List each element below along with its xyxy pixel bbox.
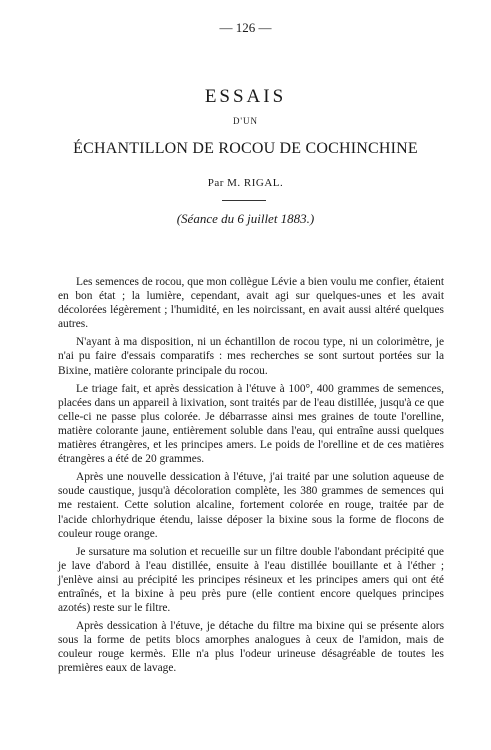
paragraph: Les semences de rocou, que mon collègue Lévie a bien voulu me confier, étaient en bon état ; la lumière, cependant, avait agi sur quelques-unes et les avait décolorées légèrement ; l'humidité, en les noircissant, en avait aussi altéré quelques autres. [58, 276, 444, 331]
author-line: Par M. RIGAL. [207, 177, 284, 189]
article-title: ESSAIS [204, 86, 287, 107]
paragraph: Je sursature ma solution et recueille sur un filtre double l'abondant précipité que je lave d'abord à l'eau distillée, ensuite à l'eau distillée bouillante et à l'éther ; j'enlève ainsi au précipité les principes résineux et les principes amers qui ont été entraînés, et la bixine à peu près pure (elle contient encore quelques principes azotés) reste sur le filtre. [58, 545, 444, 615]
article-body [58, 275, 444, 680]
page-number: — 126 — [219, 20, 272, 35]
paragraph: Après dessication à l'étuve, je détache du filtre ma bixine qui se présente alors sous la forme de petits blocs amorphes analogues à ceux de l'amidon, mais de couleur rouge kermès. Elle n'a plus l'odeur urineuse désagréable de toutes les premières eaux de lavage. [58, 620, 444, 675]
article-subtitle: ÉCHANTILLON DE ROCOU DE COCHINCHINE [73, 140, 418, 157]
title-preposition: D'UN [232, 116, 259, 126]
separator-rule [222, 200, 266, 201]
session-date: (Séance du 6 juillet 1883.) [176, 211, 315, 226]
paragraph: Le triage fait, et après dessication à l'étuve à 100°, 400 grammes de semences, placées dans un appareil à lixivation, sont traités par de l'eau distillée, jusqu'à ce que celle-ci ne passe plus colorée. Je débarrasse ainsi mes graines de toute l'orelline, matière colorante jaune, entièrement soluble dans l'eau, qui entraîne aussi quelques matières étrangères, et les principes amers. Le poids de l'orelline et de ces matières étrangères a été de 20 grammes. [58, 382, 444, 466]
paragraph: N'ayant à ma disposition, ni un échantillon de rocou type, ni un colorimètre, je n'ai pu faire d'essais comparatifs : mes recherches se sont surtout portées sur la Bixine, matière colorante principale du rocou. [58, 336, 444, 377]
paragraph: Après une nouvelle dessication à l'étuve, j'ai traité par une solution aqueuse de soude caustique, jusqu'à décoloration complète, les 380 grammes de semences qui me restaient. Cette solution alcaline, fortement colorée en rouge, traitée par de l'acide chlorhydrique étendu, laisse déposer la bixine sous la forme de flocons de couleur rouge orange. [58, 471, 444, 540]
